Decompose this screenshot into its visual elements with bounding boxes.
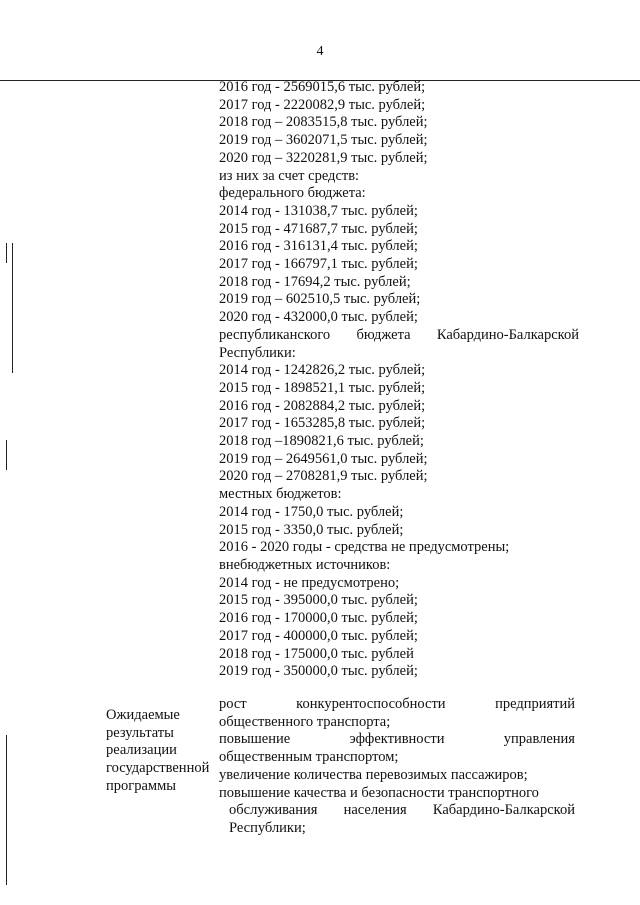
label-line: реализации <box>106 742 177 759</box>
label-line: результаты <box>106 724 174 741</box>
funding-line: 2015 год - 3350,0 тыс. рублей; <box>219 521 404 538</box>
funding-line: 2019 год – 3602071,5 тыс. рублей; <box>219 132 428 149</box>
label-line: программы <box>106 777 176 794</box>
funding-line: 2016 - 2020 годы - средства не предусмотрены; <box>219 539 510 556</box>
funding-line: 2017 год - 1653285,8 тыс. рублей; <box>219 415 426 432</box>
funding-line: 2019 год – 2649561,0 тыс. рублей; <box>219 450 428 467</box>
label-line: государственной <box>106 760 210 777</box>
heading-word: республиканского <box>219 326 331 343</box>
heading-word: Кабардино-Балкарской <box>436 326 579 343</box>
result-word: конкурентоспособности <box>296 696 446 712</box>
funding-line: федерального бюджета: <box>219 185 366 202</box>
result-word: рост <box>219 696 247 712</box>
result-line <box>219 731 575 749</box>
funding-line: Республики: <box>219 344 296 361</box>
funding-line: местных бюджетов: <box>219 486 342 503</box>
binding-mark <box>6 735 7 885</box>
funding-line: 2015 год - 1898521,1 тыс. рублей; <box>219 379 426 396</box>
funding-line: 2019 год – 602510,5 тыс. рублей; <box>219 291 421 308</box>
funding-line: из них за счет средств: <box>219 167 360 184</box>
result-line: общественного транспорта; <box>219 713 391 730</box>
funding-line: 2017 год - 400000,0 тыс. рублей; <box>219 627 418 644</box>
result-line <box>219 696 575 714</box>
expected-results-text <box>219 696 575 838</box>
funding-line: 2016 год - 170000,0 тыс. рублей; <box>219 610 418 627</box>
funding-line: 2020 год – 2708281,9 тыс. рублей; <box>219 468 428 485</box>
result-line: повышение качества и безопасности транспортного <box>219 784 539 801</box>
funding-line: 2018 год - 175000,0 тыс. рублей <box>219 645 414 662</box>
result-word: населения <box>343 802 407 819</box>
result-word: предприятий <box>495 696 575 712</box>
funding-line: 2015 год - 471687,7 тыс. рублей; <box>219 220 418 237</box>
funding-line: 2014 год - 131038,7 тыс. рублей; <box>219 202 418 219</box>
funding-line: 2019 год - 350000,0 тыс. рублей; <box>219 663 418 680</box>
result-line <box>219 802 575 820</box>
funding-line: 2020 год - 432000,0 тыс. рублей; <box>219 309 418 326</box>
result-word: управления <box>503 731 575 748</box>
funding-line: 2016 год - 316131,4 тыс. рублей; <box>219 238 418 255</box>
funding-line: 2018 год - 17694,2 тыс. рублей; <box>219 273 411 290</box>
funding-line: 2017 год - 2220082,9 тыс. рублей; <box>219 96 426 113</box>
funding-line: 2020 год – 3220281,9 тыс. рублей; <box>219 149 428 166</box>
funding-line: 2016 год - 2082884,2 тыс. рублей; <box>219 397 426 414</box>
regional-budget-heading <box>219 327 579 345</box>
result-word: Кабардино-Балкарской <box>432 802 575 819</box>
heading-word: бюджета <box>356 326 411 343</box>
binding-mark <box>12 243 13 373</box>
binding-mark <box>6 243 7 263</box>
result-line: Республики; <box>229 819 306 836</box>
label-line: Ожидаемые <box>106 707 180 723</box>
funding-block <box>219 79 579 681</box>
result-word: эффективности <box>349 731 445 748</box>
funding-line: 2015 год - 395000,0 тыс. рублей; <box>219 592 418 609</box>
result-line: увеличение количества перевозимых пассажиров; <box>219 766 528 783</box>
result-word: обслуживания <box>229 802 318 819</box>
funding-line: 2014 год - не предусмотрено; <box>219 574 400 591</box>
funding-line: 2018 год – 2083515,8 тыс. рублей; <box>219 114 428 131</box>
page-number: 4 <box>316 44 324 59</box>
funding-line: 2018 год –1890821,6 тыс. рублей; <box>219 433 424 450</box>
funding-line: 2014 год - 1242826,2 тыс. рублей; <box>219 362 426 379</box>
funding-line: 2014 год - 1750,0 тыс. рублей; <box>219 503 404 520</box>
funding-line: внебюджетных источников: <box>219 556 391 573</box>
funding-line: 2017 год - 166797,1 тыс. рублей; <box>219 256 418 273</box>
result-line: общественным транспортом; <box>219 749 399 766</box>
expected-results-label <box>106 707 224 796</box>
funding-line: 2016 год - 2569015,6 тыс. рублей; <box>219 79 426 95</box>
result-word: повышение <box>219 731 291 748</box>
binding-mark <box>6 440 7 470</box>
